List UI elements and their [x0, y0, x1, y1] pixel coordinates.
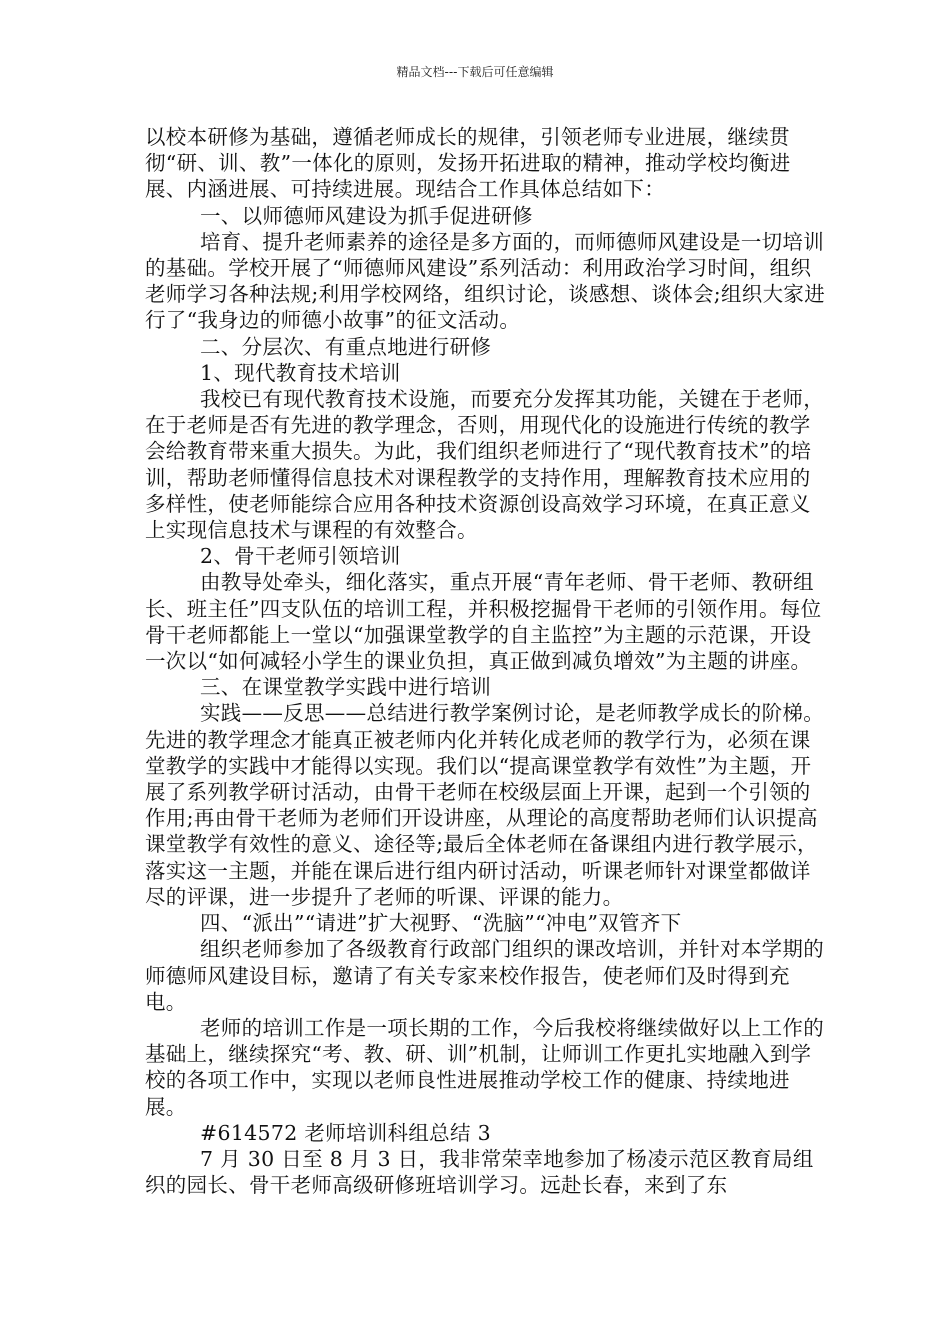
paragraph: 我校已有现代教育技术设施，而要充分发挥其功能，关键在于老师，在于老师是否有先进的教学理念，否则，用现代化的设施进行传统的教学会给教育带来重大损失。为此，我们组织老师进行了“现代教育技术”的培训，帮助老师懂得信息技术对课程教学的支持作用，理解教育技术应用的多样性，使老师能综合应用各种技术资源创设高效学习环境，在真正意义上实现信息技术与课程的有效整合。 [145, 387, 824, 543]
section-heading: 二、分层次、有重点地进行研修 [200, 334, 492, 359]
paragraph: 组织老师参加了各级教育行政部门组织的课改培训，并针对本学期的师德师风建设目标，邀请了有关专家来校作报告，使老师们及时得到充电。 [145, 937, 824, 1014]
paragraph: 培育、提升老师素养的途径是多方面的，而师德师风建设是一切培训的基础。学校开展了“师德师风建设”系列活动：利用政治学习时间，组织老师学习各种法规;利用学校网络，组织讨论，谈感想、谈体会;组织大家进行了“我身边的师德小故事”的征文活动。 [145, 229, 826, 333]
section-heading: 三、在课堂教学实践中进行培训 [200, 675, 492, 700]
subsection-heading: 2、骨干老师引领培训 [200, 544, 401, 569]
paragraph: 以校本研修为基础，遵循老师成长的规律，引领老师专业进展，继续贯彻“研、训、教”一体化的原则，发扬开拓进取的精神，推动学校均衡进展、内涵进展、可持续进展。现结合工作具体总结如下： [145, 125, 791, 202]
paragraph: 7 月 30 日至 8 月 3 日，我非常荣幸地参加了杨凌示范区教育局组织的园长、骨干老师高级研修班培训学习。远赴长春，来到了东 [145, 1146, 814, 1198]
section-heading: 四、“派出”“请进”扩大视野、“洗脑”“冲电”双管齐下 [200, 911, 682, 936]
subsection-heading: 1、现代教育技术培训 [200, 360, 401, 385]
paragraph: 老师的培训工作是一项长期的工作，今后我校将继续做好以上工作的基础上，继续探究“考、教、研、训”机制，让师训工作更扎实地融入到学校的各项工作中，实现以老师良性进展推动学校工作的健康、持续地进展。 [145, 1015, 824, 1119]
section-heading: 一、以师德师风建设为抓手促进研修 [200, 203, 533, 228]
document-title-line: #614572 老师培训科组总结 3 [200, 1120, 491, 1145]
page-header: 精品文档---下载后可任意编辑 [396, 65, 554, 79]
document-body [145, 124, 825, 1198]
paragraph: 由教导处牵头，细化落实，重点开展“青年老师、骨干老师、教研组长、班主任”四支队伍的培训工程，并积极挖掘骨干老师的引领作用。每位骨干老师都能上一堂以“加强课堂教学的自主监控”为主题的示范课，开设一次以“如何减轻小学生的课业负担，真正做到减负增效”为主题的讲座。 [145, 570, 822, 674]
paragraph: 实践——反思——总结进行教学案例讨论，是老师教学成长的阶梯。先进的教学理念才能真正被老师内化并转化成老师的教学行为，必须在课堂教学的实践中才能得以实现。我们以“提高课堂教学有效性”为主题，开展了系列教学研讨活动，由骨干老师在校级层面上开课，起到一个引领的作用;再由骨干老师为老师们开设讲座，从理论的高度帮助老师们认识提高课堂教学有效性的意义、途径等;最后全体老师在备课组内进行教学展示，落实这一主题，并能在课后进行组内研讨活动，听课老师针对课堂都做详尽的评课，进一步提升了老师的听课、评课的能力。 [145, 701, 824, 909]
